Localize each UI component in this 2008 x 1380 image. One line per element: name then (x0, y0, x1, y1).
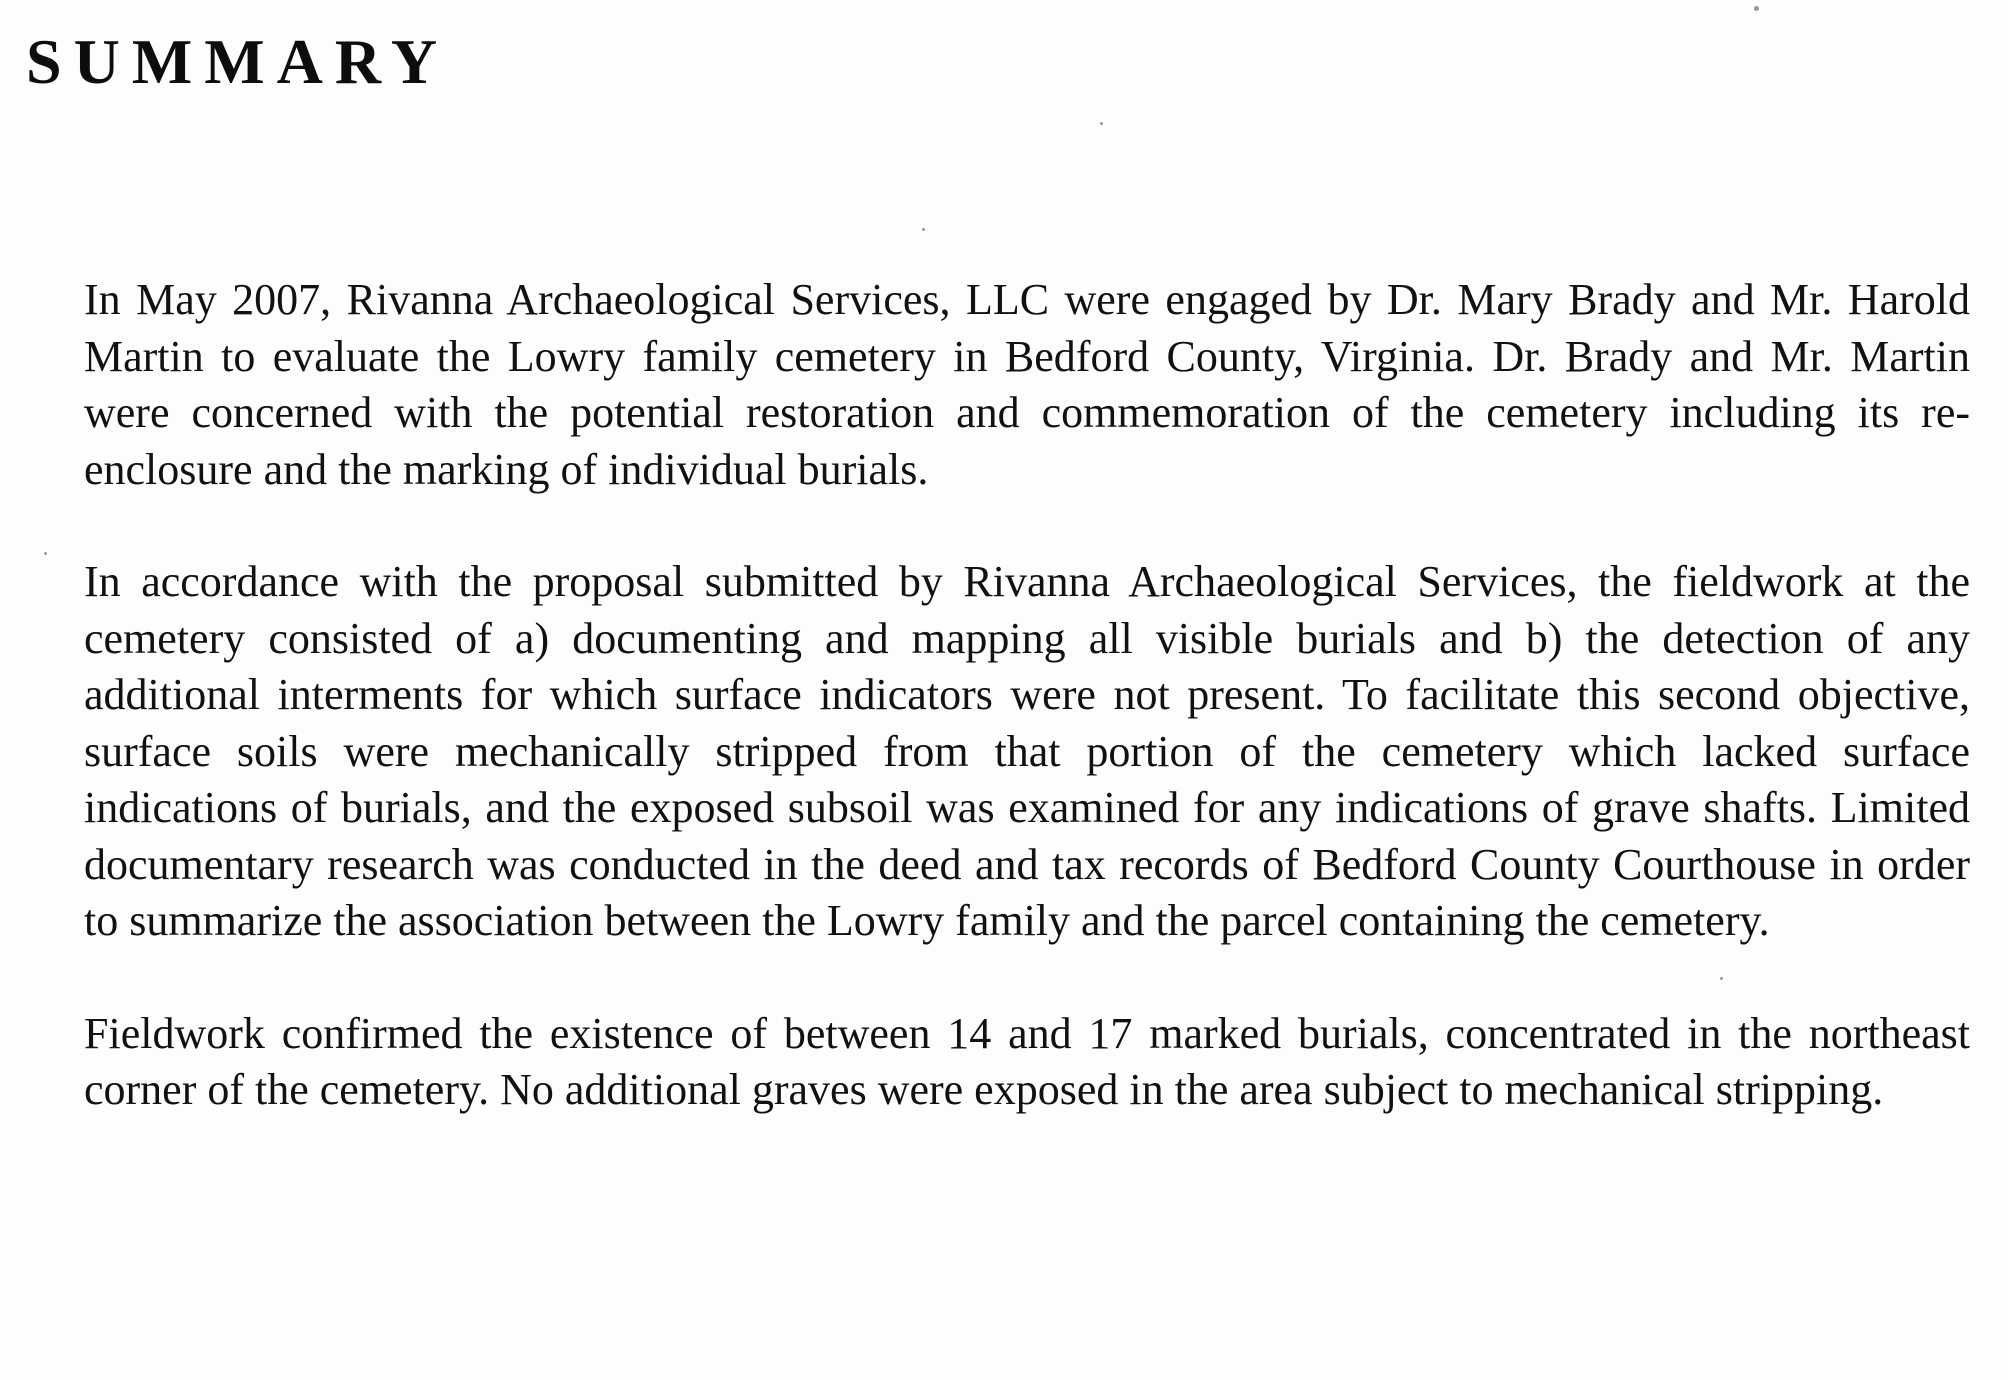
paragraph-engagement: In May 2007, Rivanna Archaeological Services, LLC were engaged by Dr. Mary Brady and Mr. Harold Martin to evaluate the Lowry family cemetery in Bedford County, Virginia. Dr. Brady and Mr. Martin were concerned with the potential restoration and commemoration of the cemetery including its re-enclosure and the marking of individual burials. (84, 275, 1970, 494)
scan-speck (922, 228, 925, 231)
scan-speck (1720, 977, 1723, 980)
paragraph-findings: Fieldwork confirmed the existence of between 14 and 17 marked burials, concentrated in the northeast corner of the cemetery. No additional graves were exposed in the area subject to mechanical stripping. (84, 1008, 1970, 1114)
scan-speck (44, 552, 47, 555)
paragraph-fieldwork-methods: In accordance with the proposal submitted by Rivanna Archaeological Services, the fieldwork at the cemetery consisted of a) documenting and mapping all visible burials and b) the detection of any additional interments for which surface indicators were not present. To facilitate this second objective, surface soils were mechanically stripped from that portion of the cemetery which lacked surface indications of burials, and the exposed subsoil was examined for any indications of grave shafts. Limited documentary research was conducted in the deed and tax records of Bedford County Courthouse in order to summarize the association between the Lowry family and the parcel containing the cemetery. (84, 557, 1970, 945)
scan-speck (1754, 6, 1759, 11)
page-title: SUMMARY (26, 26, 450, 97)
scan-speck (1100, 122, 1103, 125)
summary-body (84, 272, 1970, 1175)
